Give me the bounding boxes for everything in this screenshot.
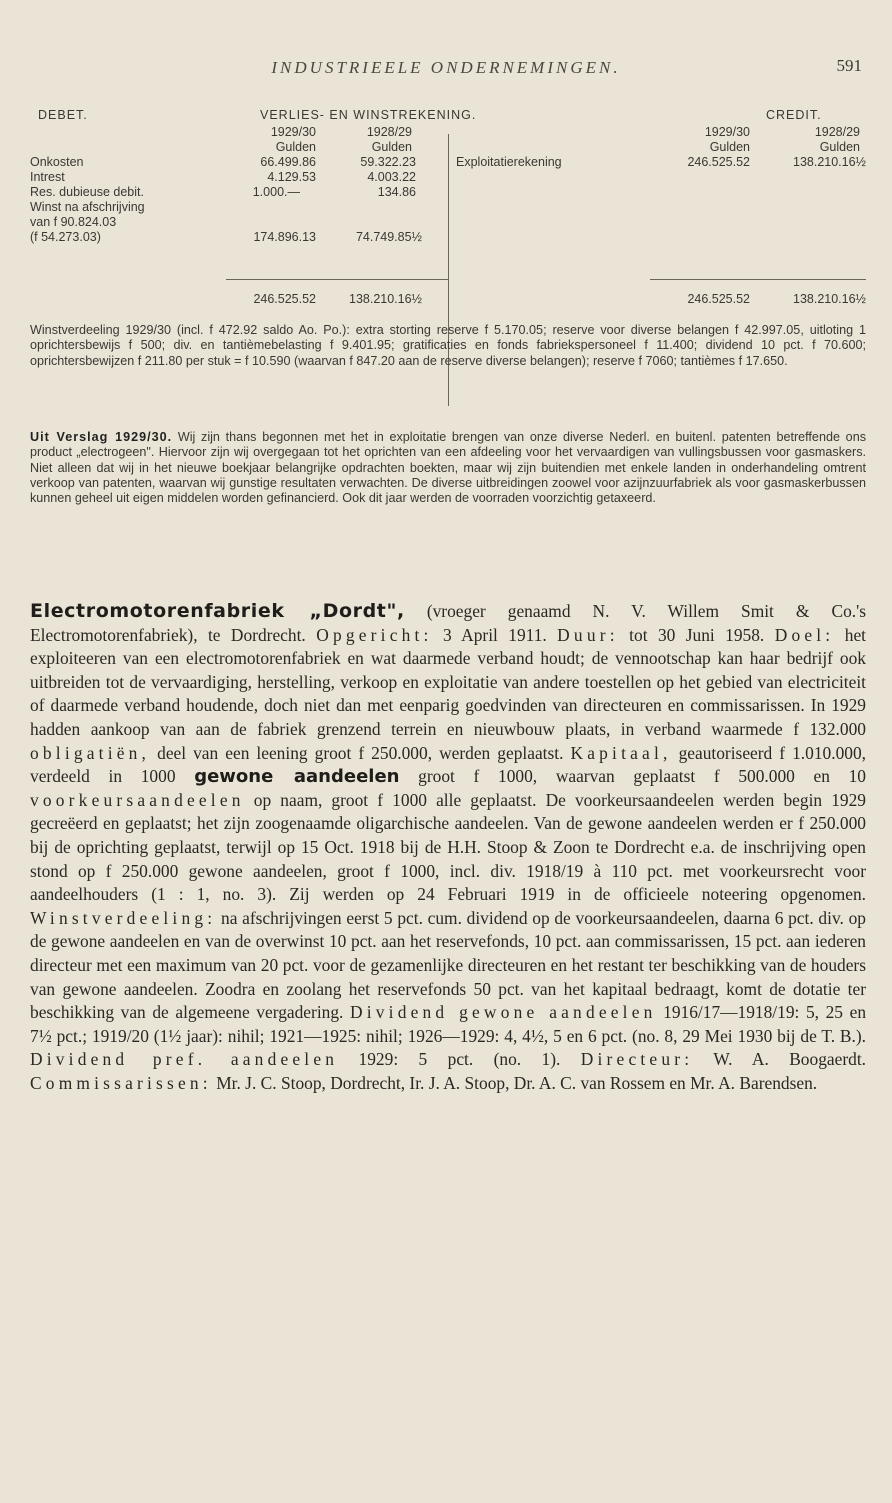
dividend-pref-label: Dividend pref. aandeelen [30, 1049, 339, 1070]
row-value: 174.896.13 [253, 230, 316, 244]
company-text: 1916/17—1918/19: 5, 25 en 7½ pct.; 1919/20 (1½ jaar): nihil; 1921—1925: nihil; 1926—1929: 4, 4½, 5 en 6 pct. (no. 8, 29 Mei 1930 bij de T. B.). [30, 1002, 867, 1046]
row-value: 134.86 [377, 185, 416, 199]
credit-value: 138.210.16½ [793, 155, 866, 169]
debet-total: 138.210.16½ [349, 292, 422, 306]
company-text: W. A. Boogaerdt. [693, 1049, 866, 1070]
winstverdeeling-label: Winstverdeeling: [30, 907, 217, 928]
directeur-label: Directeur: [580, 1049, 694, 1070]
company-text: 1929: 5 pct. (no. 1). [338, 1049, 581, 1070]
row-value: 74.749.85½ [355, 230, 422, 244]
credit-unit-1: Gulden [709, 140, 750, 154]
account-title: VERLIES- EN WINSTREKENING. [260, 108, 477, 122]
row-value: 66.499.86 [260, 155, 316, 169]
company-text: geautoriseerd f 1.010.000, verdeeld in 1000 [30, 742, 867, 787]
company-name: Electromotorenfabriek „Dordt", [30, 600, 405, 622]
row-label: Winst na afschrijving [30, 200, 145, 214]
row-value: 1.000.— [252, 185, 300, 199]
debet-total: 246.525.52 [253, 292, 316, 306]
row-label: Res. dubieuse debit. [30, 185, 144, 199]
credit-unit-2: Gulden [819, 140, 860, 154]
company-text: na afschrijvingen eerst 5 pct. cum. dividend op de voorkeursaandeelen, daarna 6 pct. div. op de gewone aandeelen en van de overwinst 10 pct. aan het reservefonds, 10 pct. aan commissarissen, 15 pct. aan iederen directeur met een maximum van 20 pct. voor de gezamenlijke directeuren en het restant ter beschikking van de houders van gewone aandeelen. Zoodra en zoolang het reservefonds 50 pct. van het kapitaal bedraagt, komt de dotatie ter beschikking van de algemeene vergadering. [30, 907, 866, 1023]
commissarissen-label: Commissarissen: [30, 1072, 212, 1093]
debet-unit-2: Gulden [371, 140, 412, 154]
row-label: Intrest [30, 170, 65, 184]
credit-year-1: 1929/30 [704, 125, 750, 139]
kapitaal-label: Kapitaal, [570, 742, 672, 763]
duur-label: Duur: [557, 624, 619, 645]
obligatien-label: obligatiën, [30, 742, 151, 763]
verslag-paragraph [30, 430, 866, 506]
company-text: tot 30 Juni 1958. [618, 624, 775, 645]
row-value: 59.322.23 [360, 155, 416, 169]
credit-total-rule [650, 279, 866, 280]
company-text: op naam, groot f 1000 alle geplaatst. De voorkeursaandeelen werden begin 1929 gecreëerd en geplaatst; het zijn zoogenaamde oligarchische aandeelen. Van de gewone aandeelen werden er f 250.000 bij de oprichting geplaatst, terwijl op 15 Oct. 1918 bij de H.H. Stoop & Zoon te Dordrecht e.a. de inschrijving open stond op f 250.000 gewone aandeelen, groot f 1000, incl. div. 1918/19 à 110 pct. met voorkeursrecht voor aandeelhouders (1 : 1, no. 3). Zij werden op 24 Februari 1919 in de officieele noteering opgenomen. [30, 789, 866, 905]
verslag-text: Wij zijn thans begonnen met het in exploitatie brengen van onze diverse Nederl. en buitenl. patenten betreffende ons product „electrogeen". Hiervoor zijn wij overgegaan tot het oprichten van een afdeeling voor het vervaardigen van vullingsbussen voor gasmaskers. Niet alleen dat wij in het nieuwe boekjaar belangrijke opdrachten boekten, maar wij zijn buitendien met enkele landen in onderhandeling omtrent verkoop van patenten, waarvan wij gunstige resultaten verwachten. De diverse uitbreidingen zoowel voor azijnzuurfabriek als voor gasmaskerbussen kunnen geheel uit eigen middelen worden gefinancierd. Ook dit jaar werden de voorraden voorzichtig getaxeerd. [30, 430, 866, 506]
voorkeurs-label: voorkeursaandeelen [30, 789, 245, 810]
row-label: van f 90.824.03 [30, 215, 117, 229]
row-value: 4.129.53 [267, 170, 316, 184]
credit-value: 246.525.52 [687, 155, 750, 169]
credit-year-2: 1928/29 [814, 125, 860, 139]
debet-total-rule [226, 279, 448, 280]
debet-year-2: 1928/29 [366, 125, 412, 139]
winstverdeeling-paragraph: Winstverdeeling 1929/30 (incl. f 472.92 saldo Ao. Po.): extra storting reserve f 5.170.05; reserve voor diverse belangen f 42.997.05, uitloting 1 oprichtersbewijs f 500; div. en tantièmebelasting f 9.401.95; gratificaties en fonds fabriekspersoneel f 11.400; dividend 10 pct. f 70.600; oprichtersbewijzen f 211.80 per stuk = f 10.590 (waarvan f 847.20 aan de reserve diverse belangen); reserve f 7060; tantièmes f 17.650. [30, 323, 866, 368]
opgericht-label: Opgericht: [316, 624, 433, 645]
company-text: het exploiteeren van een electromotorenfabriek en wat daarmede verband houdt; de vennootschap kan haar bedrijf ook uitbreiden tot de vervaardiging, herstelling, verkoop en exploitatie van andere toestellen op het gebied van electriciteit of daarmede verband houdende, doch niet dan met eenparig goedvinden van directeuren en commissarissen. In 1929 hadden aankoop van aan de fabriek grenzend terrein en nieuwbouw plaats, in verband waarmede f 132.000 [30, 624, 867, 739]
running-title: INDUSTRIEELE ONDERNEMINGEN. [271, 58, 621, 77]
credit-label: Exploitatierekening [456, 155, 562, 169]
row-value: 4.003.22 [367, 170, 416, 184]
credit-total: 246.525.52 [687, 292, 750, 306]
doel-label: Doel: [774, 624, 835, 645]
debet-heading: DEBET. [38, 108, 88, 122]
company-text: Mr. J. C. Stoop, Dordrecht, Ir. J. A. Stoop, Dr. A. C. van Rossem en Mr. A. Barendsen. [211, 1072, 818, 1093]
company-entry [30, 600, 866, 1095]
row-label: (f 54.273.03) [30, 230, 101, 244]
page-number: 591 [836, 56, 862, 75]
dividend-gewone-label: Dividend gewone aandeelen [350, 1002, 657, 1023]
company-text: (vroeger genaamd N. V. Willem Smit & Co.'s Electromotorenfabriek), te Dordrecht. [30, 601, 867, 645]
company-text: deel van een leening groot f 250.000, werden geplaatst. [150, 742, 571, 763]
company-text: groot f 1000, waarvan geplaatst f 500.000 en 10 [399, 766, 866, 787]
debet-unit-1: Gulden [275, 140, 316, 154]
company-text: 3 April 1911. [432, 624, 558, 645]
credit-total: 138.210.16½ [793, 292, 866, 306]
credit-heading: CREDIT. [766, 108, 822, 122]
row-label: Onkosten [30, 155, 84, 169]
gewone-aandeelen-label: gewone aandeelen [194, 766, 400, 788]
debet-year-1: 1929/30 [270, 125, 316, 139]
verslag-heading: Uit Verslag 1929/30. [30, 430, 173, 444]
